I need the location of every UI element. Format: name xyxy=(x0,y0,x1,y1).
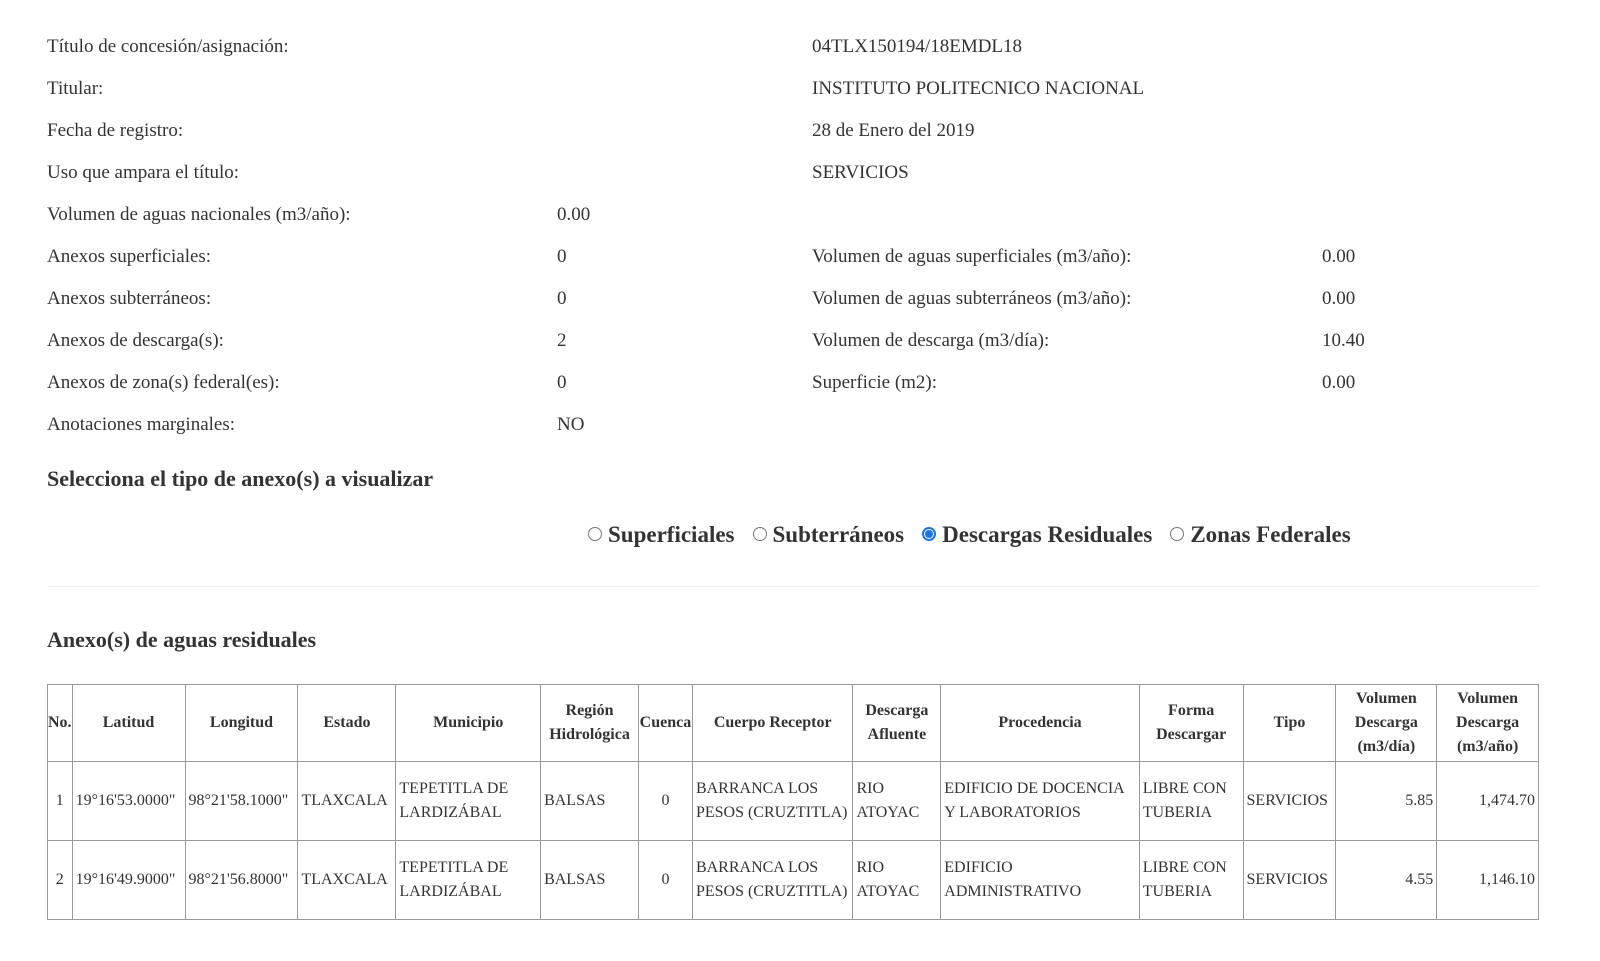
table-row xyxy=(48,762,1539,841)
cell-region: BALSAS xyxy=(541,762,639,841)
table-header-row xyxy=(48,685,1539,762)
cell-municipio: TEPETITLA DE LARDIZÁBAL xyxy=(396,762,541,841)
radio-superficiales[interactable] xyxy=(588,522,735,548)
cell-volumen-anio: 1,146.10 xyxy=(1437,841,1539,920)
anexos-zona-value: 0 xyxy=(557,372,567,393)
cell-municipio: TEPETITLA DE LARDIZÁBAL xyxy=(396,841,541,920)
cell-descarga-afluente: RIO ATOYAC xyxy=(853,762,941,841)
residual-water-annex-table xyxy=(47,684,1539,920)
info-row-fecha xyxy=(47,112,1547,154)
anexos-sub-label: Anexos subterráneos: xyxy=(47,288,212,309)
uso-label: Uso que ampara el título: xyxy=(47,162,240,183)
titular-label: Titular: xyxy=(47,78,104,99)
info-row-anexos-zona xyxy=(47,364,1547,406)
cell-volumen-dia: 4.55 xyxy=(1336,841,1437,920)
superficie-label: Superficie (m2): xyxy=(812,372,938,393)
info-row-anexos-sup xyxy=(47,238,1547,280)
header-longitud: Longitud xyxy=(185,685,298,762)
vol-nacionales-value: 0.00 xyxy=(557,204,591,225)
radio-unchecked-icon[interactable] xyxy=(1170,527,1184,541)
radio-descargas-residuales[interactable] xyxy=(922,522,1152,548)
cell-volumen-anio: 1,474.70 xyxy=(1437,762,1539,841)
vol-desc-label: Volumen de descarga (m3/día): xyxy=(812,330,1050,351)
radio-label[interactable]: Zonas Federales xyxy=(1190,522,1351,547)
header-volumen-anio: Volumen Descarga (m3/año) xyxy=(1437,685,1539,762)
annex-type-heading: Selecciona el tipo de anexo(s) a visualizar xyxy=(47,466,434,491)
info-row-uso xyxy=(47,154,1547,196)
header-latitud: Latitud xyxy=(72,685,185,762)
anexos-zona-label: Anexos de zona(s) federal(es): xyxy=(47,372,280,393)
titulo-label: Título de concesión/asignación: xyxy=(47,36,289,57)
header-municipio: Municipio xyxy=(396,685,541,762)
info-row-anexos-desc xyxy=(47,322,1547,364)
info-row-titulo xyxy=(47,28,1547,70)
cell-longitud: 98°21'56.8000" xyxy=(185,841,298,920)
header-descarga-afluente: Descarga Afluente xyxy=(853,685,941,762)
radio-label[interactable]: Descargas Residuales xyxy=(942,522,1153,547)
info-row-vol-nacionales xyxy=(47,196,1547,238)
annex-table-heading: Anexo(s) de aguas residuales xyxy=(47,627,317,652)
cell-cuenca: 0 xyxy=(638,762,692,841)
titular-value: INSTITUTO POLITECNICO NACIONAL xyxy=(812,78,1145,99)
cell-no: 1 xyxy=(48,762,73,841)
cell-procedencia: EDIFICIO DE DOCENCIA Y LABORATORIOS xyxy=(941,762,1140,841)
info-row-titular xyxy=(47,70,1547,112)
cell-longitud: 98°21'58.1000" xyxy=(185,762,298,841)
cell-cuerpo-receptor: BARRANCA LOS PESOS (CRUZTITLA) xyxy=(692,762,853,841)
cell-cuenca: 0 xyxy=(638,841,692,920)
cell-cuerpo-receptor: BARRANCA LOS PESOS (CRUZTITLA) xyxy=(692,841,853,920)
radio-label[interactable]: Subterráneos xyxy=(772,522,905,547)
anexos-sub-value: 0 xyxy=(557,288,567,309)
cell-no: 2 xyxy=(48,841,73,920)
header-estado: Estado xyxy=(298,685,396,762)
section-divider xyxy=(47,586,1539,587)
uso-value: SERVICIOS xyxy=(812,162,909,183)
vol-sup-value: 0.00 xyxy=(1322,246,1356,267)
cell-descarga-afluente: RIO ATOYAC xyxy=(853,841,941,920)
anotaciones-label: Anotaciones marginales: xyxy=(47,414,236,435)
anotaciones-value: NO xyxy=(557,414,585,435)
anexos-sup-label: Anexos superficiales: xyxy=(47,246,212,267)
header-cuenca: Cuenca xyxy=(638,685,692,762)
cell-estado: TLAXCALA xyxy=(298,841,396,920)
fecha-value: 28 de Enero del 2019 xyxy=(812,120,975,141)
radio-checked-icon[interactable] xyxy=(922,527,936,541)
vol-sup-label: Volumen de aguas superficiales (m3/año): xyxy=(812,246,1132,267)
anexos-sup-value: 0 xyxy=(557,246,567,267)
table-row xyxy=(48,841,1539,920)
info-row-anotaciones xyxy=(47,406,1547,448)
cell-tipo: SERVICIOS xyxy=(1243,762,1336,841)
radio-unchecked-icon[interactable] xyxy=(588,527,602,541)
radio-label[interactable]: Superficiales xyxy=(608,522,735,547)
radio-zonas-federales[interactable] xyxy=(1170,522,1350,548)
info-row-anexos-sub xyxy=(47,280,1547,322)
header-volumen-dia: Volumen Descarga (m3/día) xyxy=(1336,685,1437,762)
cell-forma-descargar: LIBRE CON TUBERIA xyxy=(1139,762,1243,841)
header-forma-descargar: Forma Descargar xyxy=(1139,685,1243,762)
radio-subterraneos[interactable] xyxy=(753,522,905,548)
header-no: No. xyxy=(48,685,73,762)
cell-volumen-dia: 5.85 xyxy=(1336,762,1437,841)
vol-sub-value: 0.00 xyxy=(1322,288,1356,309)
cell-procedencia: EDIFICIO ADMINISTRATIVO xyxy=(941,841,1140,920)
vol-sub-label: Volumen de aguas subterráneos (m3/año): xyxy=(812,288,1132,309)
header-cuerpo-receptor: Cuerpo Receptor xyxy=(692,685,853,762)
superficie-value: 0.00 xyxy=(1322,372,1356,393)
annex-type-radio-group xyxy=(588,522,1351,548)
cell-latitud: 19°16'49.9000" xyxy=(72,841,185,920)
radio-unchecked-icon[interactable] xyxy=(753,527,767,541)
cell-forma-descargar: LIBRE CON TUBERIA xyxy=(1139,841,1243,920)
cell-latitud: 19°16'53.0000" xyxy=(72,762,185,841)
anexos-desc-label: Anexos de descarga(s): xyxy=(47,330,224,351)
cell-region: BALSAS xyxy=(541,841,639,920)
cell-estado: TLAXCALA xyxy=(298,762,396,841)
header-region-hidrologica: Región Hidrológica xyxy=(541,685,639,762)
header-procedencia: Procedencia xyxy=(941,685,1140,762)
header-tipo: Tipo xyxy=(1243,685,1336,762)
cell-tipo: SERVICIOS xyxy=(1243,841,1336,920)
vol-nacionales-label: Volumen de aguas nacionales (m3/año): xyxy=(47,204,351,225)
title-info-grid xyxy=(47,28,1547,448)
fecha-label: Fecha de registro: xyxy=(47,120,184,141)
titulo-value: 04TLX150194/18EMDL18 xyxy=(812,36,1023,57)
anexos-desc-value: 2 xyxy=(557,330,567,351)
vol-desc-value: 10.40 xyxy=(1322,330,1365,351)
